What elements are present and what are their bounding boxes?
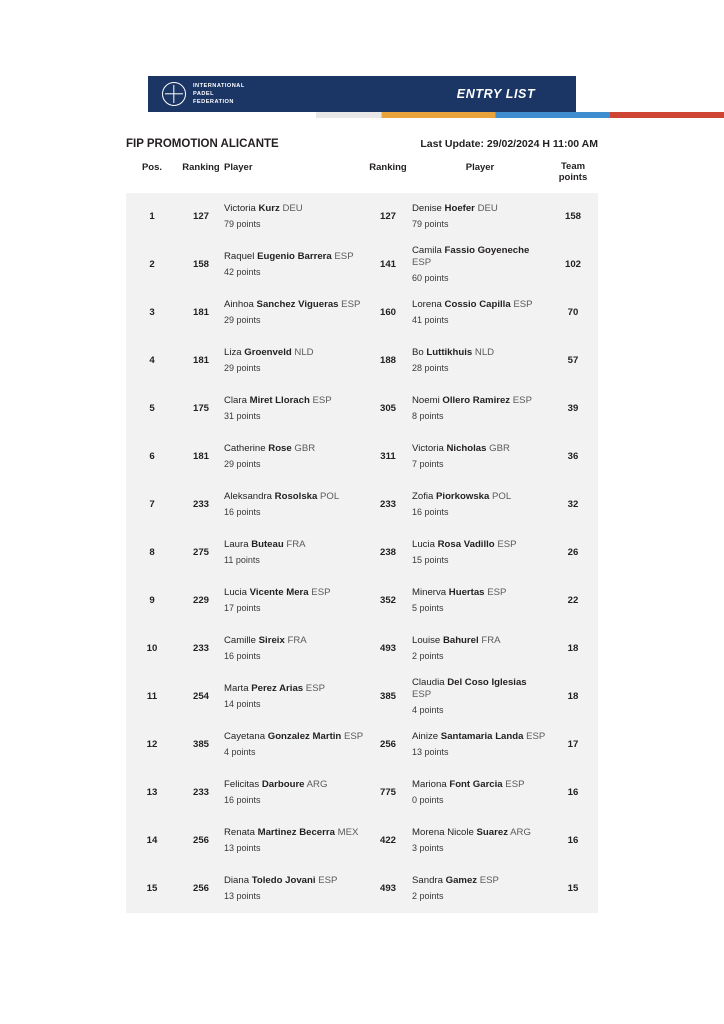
federation-logo-block (148, 76, 416, 112)
column-header-ranking2: Ranking (369, 162, 407, 173)
player1-cell (224, 433, 364, 481)
table-row (126, 289, 598, 337)
player1-cell (224, 529, 364, 577)
player1-ranking: 127 (192, 211, 209, 223)
player2-ranking: 256 (379, 739, 396, 751)
row-position: 1 (149, 211, 155, 223)
player1-ranking: 385 (192, 739, 209, 751)
row-position: 4 (149, 355, 155, 367)
player1-ranking: 233 (192, 643, 209, 655)
player1-cell (224, 769, 364, 817)
player2-cell (412, 241, 548, 289)
player-name: Morena Nicole Suarez ARG (412, 826, 531, 838)
player-points: 2 points (412, 891, 444, 902)
player-points: 4 points (224, 747, 256, 758)
player2-ranking: 493 (379, 883, 396, 895)
player2-ranking: 352 (379, 595, 396, 607)
player2-ranking: 385 (379, 691, 396, 703)
table-row (126, 385, 598, 433)
player-points: 7 points (412, 459, 444, 470)
player2-ranking: 127 (379, 211, 396, 223)
player-name: Diana Toledo Jovani ESP (224, 874, 338, 886)
player-points: 28 points (412, 363, 449, 374)
player-name: Mariona Font Garcia ESP (412, 778, 525, 790)
team-points: 158 (564, 211, 581, 223)
player1-cell (224, 625, 364, 673)
team-points: 39 (567, 403, 579, 415)
player1-ranking: 181 (192, 451, 209, 463)
player-points: 42 points (224, 267, 261, 278)
player1-ranking: 181 (192, 307, 209, 319)
title-row (126, 138, 598, 150)
table-row (126, 577, 598, 625)
row-position: 5 (149, 403, 155, 415)
player2-cell (412, 385, 548, 433)
federation-logo-text (193, 82, 245, 106)
player-points: 29 points (224, 363, 261, 374)
player2-cell (412, 673, 548, 721)
table-row (126, 625, 598, 673)
player2-ranking: 160 (379, 307, 396, 319)
player-points: 16 points (412, 507, 449, 518)
player-points: 11 points (224, 555, 260, 566)
player-name: Cayetana Gonzalez Martin ESP (224, 730, 364, 742)
row-position: 13 (146, 787, 158, 799)
player-points: 16 points (224, 507, 261, 518)
row-position: 9 (149, 595, 155, 607)
player-points: 41 points (412, 315, 449, 326)
player-name: Noemi Ollero Ramirez ESP (412, 394, 532, 406)
player-points: 79 points (224, 219, 261, 230)
row-position: 12 (146, 739, 158, 751)
player-name: Laura Buteau FRA (224, 538, 306, 550)
player-points: 16 points (224, 795, 261, 806)
player-name: Renata Martinez Becerra MEX (224, 826, 359, 838)
table-row (126, 241, 598, 289)
player2-cell (412, 625, 548, 673)
player2-cell (412, 433, 548, 481)
padel-ball-icon (162, 82, 186, 106)
player-name: Bo Luttikhuis NLD (412, 346, 495, 358)
row-position: 14 (146, 835, 158, 847)
player2-ranking: 188 (379, 355, 396, 367)
player-name: Marta Perez Arias ESP (224, 682, 325, 694)
player2-cell (412, 721, 548, 769)
player2-ranking: 493 (379, 643, 396, 655)
table-header (126, 158, 598, 193)
player-name: Felicitas Darboure ARG (224, 778, 328, 790)
federation-line-2: PADEL (193, 90, 215, 97)
player2-cell (412, 865, 548, 913)
player2-ranking: 305 (379, 403, 396, 415)
player-name: Victoria Nicholas GBR (412, 442, 510, 454)
row-position: 7 (149, 499, 155, 511)
team-points-line-2: points (558, 171, 588, 183)
entry-list-table (126, 158, 598, 913)
player2-cell (412, 481, 548, 529)
player1-ranking: 275 (192, 547, 209, 559)
team-points: 22 (567, 595, 579, 607)
team-points: 32 (567, 499, 579, 511)
player2-ranking: 775 (379, 787, 396, 799)
column-header-pos: Pos. (141, 162, 163, 173)
player1-ranking: 233 (192, 499, 209, 511)
row-position: 3 (149, 307, 155, 319)
team-points: 16 (567, 835, 579, 847)
player1-ranking: 233 (192, 787, 209, 799)
player-name: Victoria Kurz DEU (224, 202, 303, 214)
table-row (126, 769, 598, 817)
page-title: FIP PROMOTION ALICANTE (126, 138, 279, 150)
player-points: 31 points (224, 411, 261, 422)
player1-ranking: 256 (192, 835, 209, 847)
column-header-team-points (548, 158, 598, 193)
player-name: Zofia Piorkowska POL (412, 490, 512, 502)
column-header-ranking1: Ranking (182, 162, 220, 173)
table-row (126, 193, 598, 241)
player-name: Sandra Gamez ESP (412, 874, 499, 886)
team-points: 17 (567, 739, 579, 751)
table-row (126, 721, 598, 769)
column-header-player2: Player (465, 162, 495, 173)
player2-cell (412, 337, 548, 385)
row-position: 10 (146, 643, 158, 655)
entry-list-label: ENTRY LIST (456, 87, 536, 101)
player1-cell (224, 241, 364, 289)
header-banner (148, 76, 576, 118)
player-name: Lucia Vicente Mera ESP (224, 586, 331, 598)
federation-line-3: FEDERATION (193, 99, 234, 106)
player2-ranking: 238 (379, 547, 396, 559)
player2-cell (412, 817, 548, 865)
row-position: 11 (146, 691, 158, 703)
row-position: 6 (149, 451, 155, 463)
player-name: Lorena Cossio Capilla ESP (412, 298, 533, 310)
table-row (126, 529, 598, 577)
team-points: 70 (567, 307, 579, 319)
player-name: Ainize Santamaria Landa ESP (412, 730, 546, 742)
player-name: Camila Fassio Goyeneche ESP (412, 244, 530, 269)
table-row (126, 337, 598, 385)
player1-cell (224, 289, 364, 337)
player-points: 60 points (412, 273, 449, 284)
player1-cell (224, 193, 364, 241)
player-points: 29 points (224, 459, 261, 470)
player2-ranking: 233 (379, 499, 396, 511)
player-points: 17 points (224, 603, 261, 614)
player-points: 15 points (412, 555, 449, 566)
player1-cell (224, 865, 364, 913)
table-row (126, 673, 598, 721)
player-points: 79 points (412, 219, 449, 230)
player1-cell (224, 673, 364, 721)
player-points: 5 points (412, 603, 444, 614)
row-position: 15 (146, 883, 158, 895)
player-name: Catherine Rose GBR (224, 442, 316, 454)
color-stripe (316, 112, 724, 118)
row-position: 2 (149, 259, 155, 271)
player-name: Louise Bahurel FRA (412, 634, 501, 646)
table-row (126, 481, 598, 529)
table-body (126, 193, 598, 913)
federation-line-1: INTERNATIONAL (193, 82, 245, 89)
table-header-row (126, 158, 598, 193)
player1-cell (224, 337, 364, 385)
entry-list-block (416, 76, 576, 112)
player-name: Raquel Eugenio Barrera ESP (224, 250, 354, 262)
player-name: Lucia Rosa Vadillo ESP (412, 538, 517, 550)
player-name: Denise Hoefer DEU (412, 202, 498, 214)
player2-ranking: 311 (380, 451, 396, 463)
table-row (126, 817, 598, 865)
player-name: Clara Miret Llorach ESP (224, 394, 332, 406)
player1-cell (224, 721, 364, 769)
team-points: 18 (567, 643, 579, 655)
last-update-text: Last Update: 29/02/2024 H 11:00 AM (420, 138, 598, 150)
table-row (126, 433, 598, 481)
player1-ranking: 181 (192, 355, 209, 367)
team-points: 15 (567, 883, 579, 895)
player-points: 3 points (412, 843, 444, 854)
player-name: Liza Groenveld NLD (224, 346, 314, 358)
player2-ranking: 141 (379, 259, 396, 271)
player-name: Camille Sireix FRA (224, 634, 307, 646)
player-name: Ainhoa Sanchez Vigueras ESP (224, 298, 361, 310)
player-points: 2 points (412, 651, 444, 662)
player1-cell (224, 385, 364, 433)
player-points: 4 points (412, 705, 444, 716)
player-points: 13 points (224, 843, 261, 854)
player-points: 13 points (412, 747, 449, 758)
player-name: Claudia Del Coso Iglesias ESP (412, 676, 527, 701)
player1-ranking: 229 (192, 595, 209, 607)
player1-ranking: 256 (192, 883, 209, 895)
player1-cell (224, 817, 364, 865)
player1-ranking: 175 (192, 403, 209, 415)
player1-cell (224, 481, 364, 529)
player2-cell (412, 193, 548, 241)
team-points: 102 (564, 259, 581, 271)
team-points: 16 (567, 787, 579, 799)
team-points: 18 (567, 691, 579, 703)
team-points: 57 (567, 355, 579, 367)
player-points: 0 points (412, 795, 444, 806)
team-points: 26 (567, 547, 579, 559)
player2-ranking: 422 (379, 835, 396, 847)
player-points: 13 points (224, 891, 261, 902)
player1-cell (224, 577, 364, 625)
row-position: 8 (149, 547, 155, 559)
player-points: 29 points (224, 315, 261, 326)
player2-cell (412, 289, 548, 337)
player1-ranking: 158 (192, 259, 209, 271)
player2-cell (412, 577, 548, 625)
column-header-player1: Player (224, 162, 253, 173)
player1-ranking: 254 (192, 691, 209, 703)
logo-wrap (162, 82, 245, 106)
player2-cell (412, 769, 548, 817)
table-row (126, 865, 598, 913)
player-points: 16 points (224, 651, 261, 662)
team-points: 36 (567, 451, 579, 463)
player-name: Aleksandra Rosolska POL (224, 490, 340, 502)
player-name: Minerva Huertas ESP (412, 586, 507, 598)
player-points: 8 points (412, 411, 444, 422)
player2-cell (412, 529, 548, 577)
player-points: 14 points (224, 699, 261, 710)
team-points-line-1: Team (560, 161, 586, 172)
